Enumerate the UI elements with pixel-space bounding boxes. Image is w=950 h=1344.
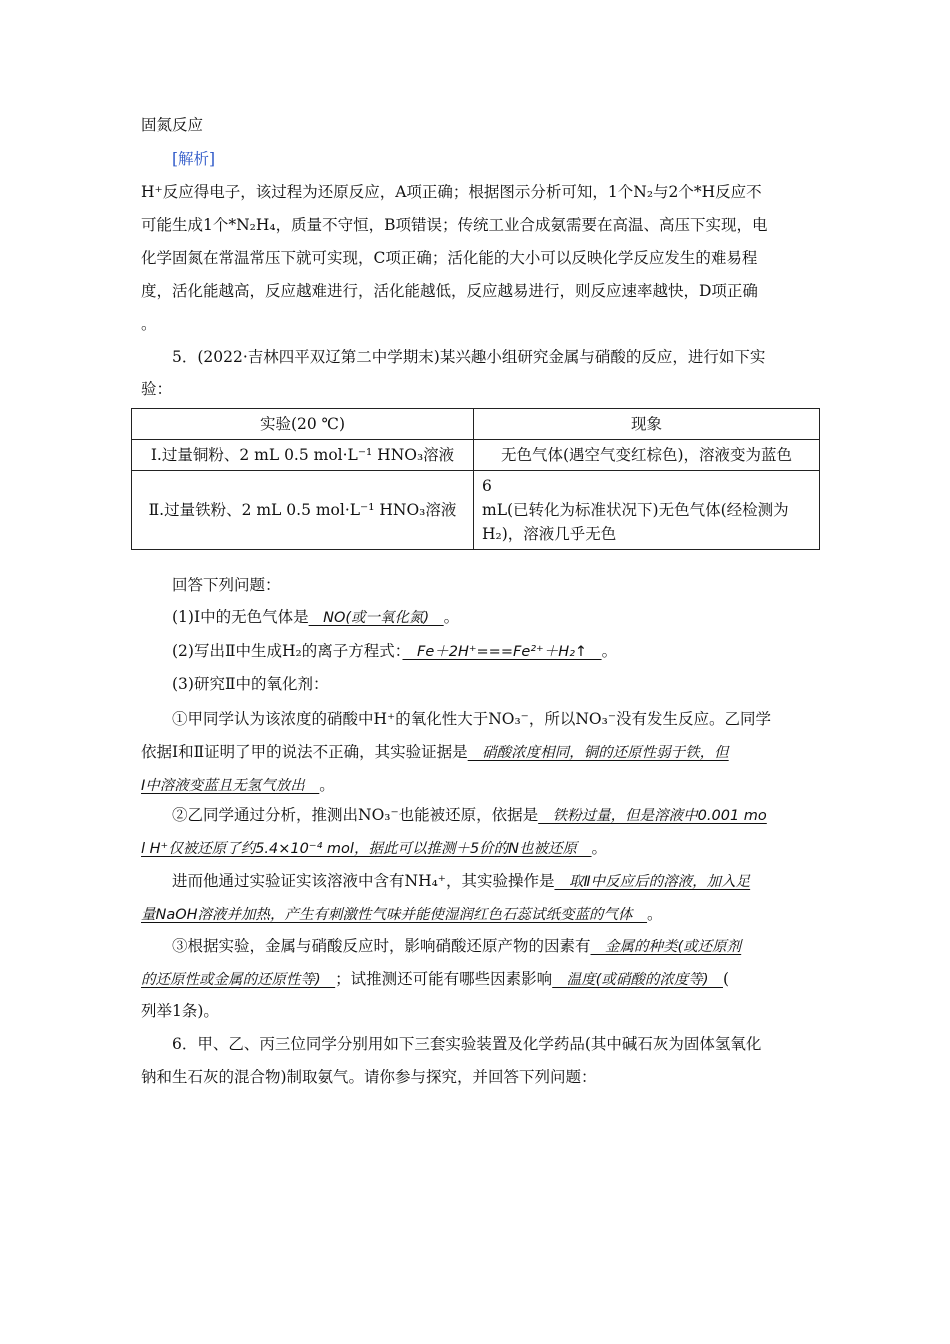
analysis-line: 度，活化能越高，反应越难进行，活化能越低，反应越易进行，则反应速率越快，D项正确 xyxy=(141,282,758,300)
q6-line: 6．甲、乙、丙三位同学分别用如下三套实验装置及化学药品(其中碱石灰为固体氢氧化 xyxy=(172,1035,762,1053)
table-row xyxy=(132,471,820,550)
q-text: (1)Ⅰ中的无色气体是 xyxy=(172,608,309,626)
q-text: 。 xyxy=(443,608,460,626)
q-text: 依据Ⅰ和Ⅱ证明了甲的说法不正确，其实验证据是 xyxy=(141,743,468,761)
q5-part2 xyxy=(172,640,617,663)
q-text: 。 xyxy=(319,776,335,794)
q-text: 。 xyxy=(647,905,663,923)
q-text: ③根据实验，金属与硝酸反应时，影响硝酸还原产物的因素有 xyxy=(172,937,591,955)
sub3-line xyxy=(141,968,729,991)
sub1-line xyxy=(141,774,335,797)
answer-blank: 金属的种类(或还原剂 xyxy=(590,939,742,955)
analysis-line: H⁺反应得电子，该过程为还原反应，A项正确；根据图示分析可知，1个N₂与2个*H反应不 xyxy=(141,183,762,201)
q-text: ②乙同学通过分析，推测出NO₃⁻也能被还原，依据是 xyxy=(172,806,539,824)
sub3-line: 列举1条)。 xyxy=(141,1002,219,1020)
answer-blank: l H⁺仅被还原了约5.4×10⁻⁴ mol，据此可以推测＋5价的N也被还原 xyxy=(141,841,592,857)
q6-line: 钠和生石灰的混合物)制取氨气。请你参与探究，并回答下列问题： xyxy=(141,1068,597,1086)
cell-line: H₂)，溶液几乎无色 xyxy=(482,525,617,543)
analysis-line: 可能生成1个*N₂H₄，质量不守恒，B项错误；传统工业合成氨需要在高温、高压下实现，电 xyxy=(141,216,768,234)
answer-blank: Fe＋2H⁺===Fe²⁺＋H₂↑ xyxy=(402,644,602,660)
q5-stem: 5．(2022·吉林四平双辽第二中学期末)某兴趣小组研究金属与硝酸的反应，进行如下实 xyxy=(172,348,766,366)
answer-blank: 量NaOH溶液并加热，产生有刺激性气味并能使湿润红色石蕊试纸变蓝的气体 xyxy=(141,907,648,923)
q5-part3: (3)研究Ⅱ中的氧化剂： xyxy=(172,675,329,693)
sub2b-line xyxy=(172,870,750,893)
table-header-row xyxy=(132,409,820,440)
sub2-line xyxy=(172,804,767,827)
analysis-label: [解析] xyxy=(172,150,216,168)
answer-blank: NO(或一氧化氮) xyxy=(308,610,444,626)
table-cell xyxy=(474,471,820,550)
table-cell: 无色气体(遇空气变红棕色)，溶液变为蓝色 xyxy=(474,440,820,471)
q5-part1 xyxy=(172,606,459,629)
q-text: 。 xyxy=(591,839,608,857)
q5-intro: 回答下列问题： xyxy=(172,576,281,594)
q-text: ；试推测还可能有哪些因素影响 xyxy=(335,970,553,988)
sub2-line xyxy=(141,837,607,860)
q-text: ( xyxy=(723,970,730,988)
answer-blank: 硝酸浓度相同，铜的还原性弱于铁，但 xyxy=(467,745,729,761)
q-text: 。 xyxy=(601,642,618,660)
prev-line-1: 固氮反应 xyxy=(141,116,204,134)
sub1-line: ①甲同学认为该浓度的硝酸中H⁺的氧化性大于NO₃⁻，所以NO₃⁻没有发生反应。乙同学 xyxy=(172,710,772,728)
sub2b-line xyxy=(141,903,663,926)
answer-blank: 铁粉过量，但是溶液中0.001 mo xyxy=(538,808,767,824)
table-header: 现象 xyxy=(474,409,820,440)
cell-line: 6 xyxy=(482,477,492,495)
q5-stem: 验： xyxy=(141,380,173,398)
analysis-line: 化学固氮在常温常压下就可实现，C项正确；活化能的大小可以反映化学反应发生的难易程 xyxy=(141,249,758,267)
q-text: (2)写出Ⅱ中生成H₂的离子方程式： xyxy=(172,642,403,660)
answer-blank: 取Ⅱ中反应后的溶液，加入足 xyxy=(554,874,751,890)
q-text: 进而他通过实验证实该溶液中含有NH₄⁺，其实验操作是 xyxy=(172,872,555,890)
answer-blank: 的还原性或金属的还原性等) xyxy=(141,972,336,988)
experiment-table xyxy=(131,408,820,550)
table-cell: Ⅰ.过量铜粉、2 mL 0.5 mol·L⁻¹ HNO₃溶液 xyxy=(132,440,474,471)
answer-blank: 温度(或硝酸的浓度等) xyxy=(552,972,723,988)
table-row xyxy=(132,440,820,471)
sub1-line xyxy=(141,741,729,764)
answer-blank: Ⅰ中溶液变蓝且无氢气放出 xyxy=(141,778,320,794)
table-cell: Ⅱ.过量铁粉、2 mL 0.5 mol·L⁻¹ HNO₃溶液 xyxy=(132,471,474,550)
table-header: 实验(20 ℃) xyxy=(132,409,474,440)
analysis-line: 。 xyxy=(141,315,157,333)
cell-line: mL(已转化为标准状况下)无色气体(经检测为 xyxy=(482,501,789,519)
sub3-line xyxy=(172,935,741,958)
